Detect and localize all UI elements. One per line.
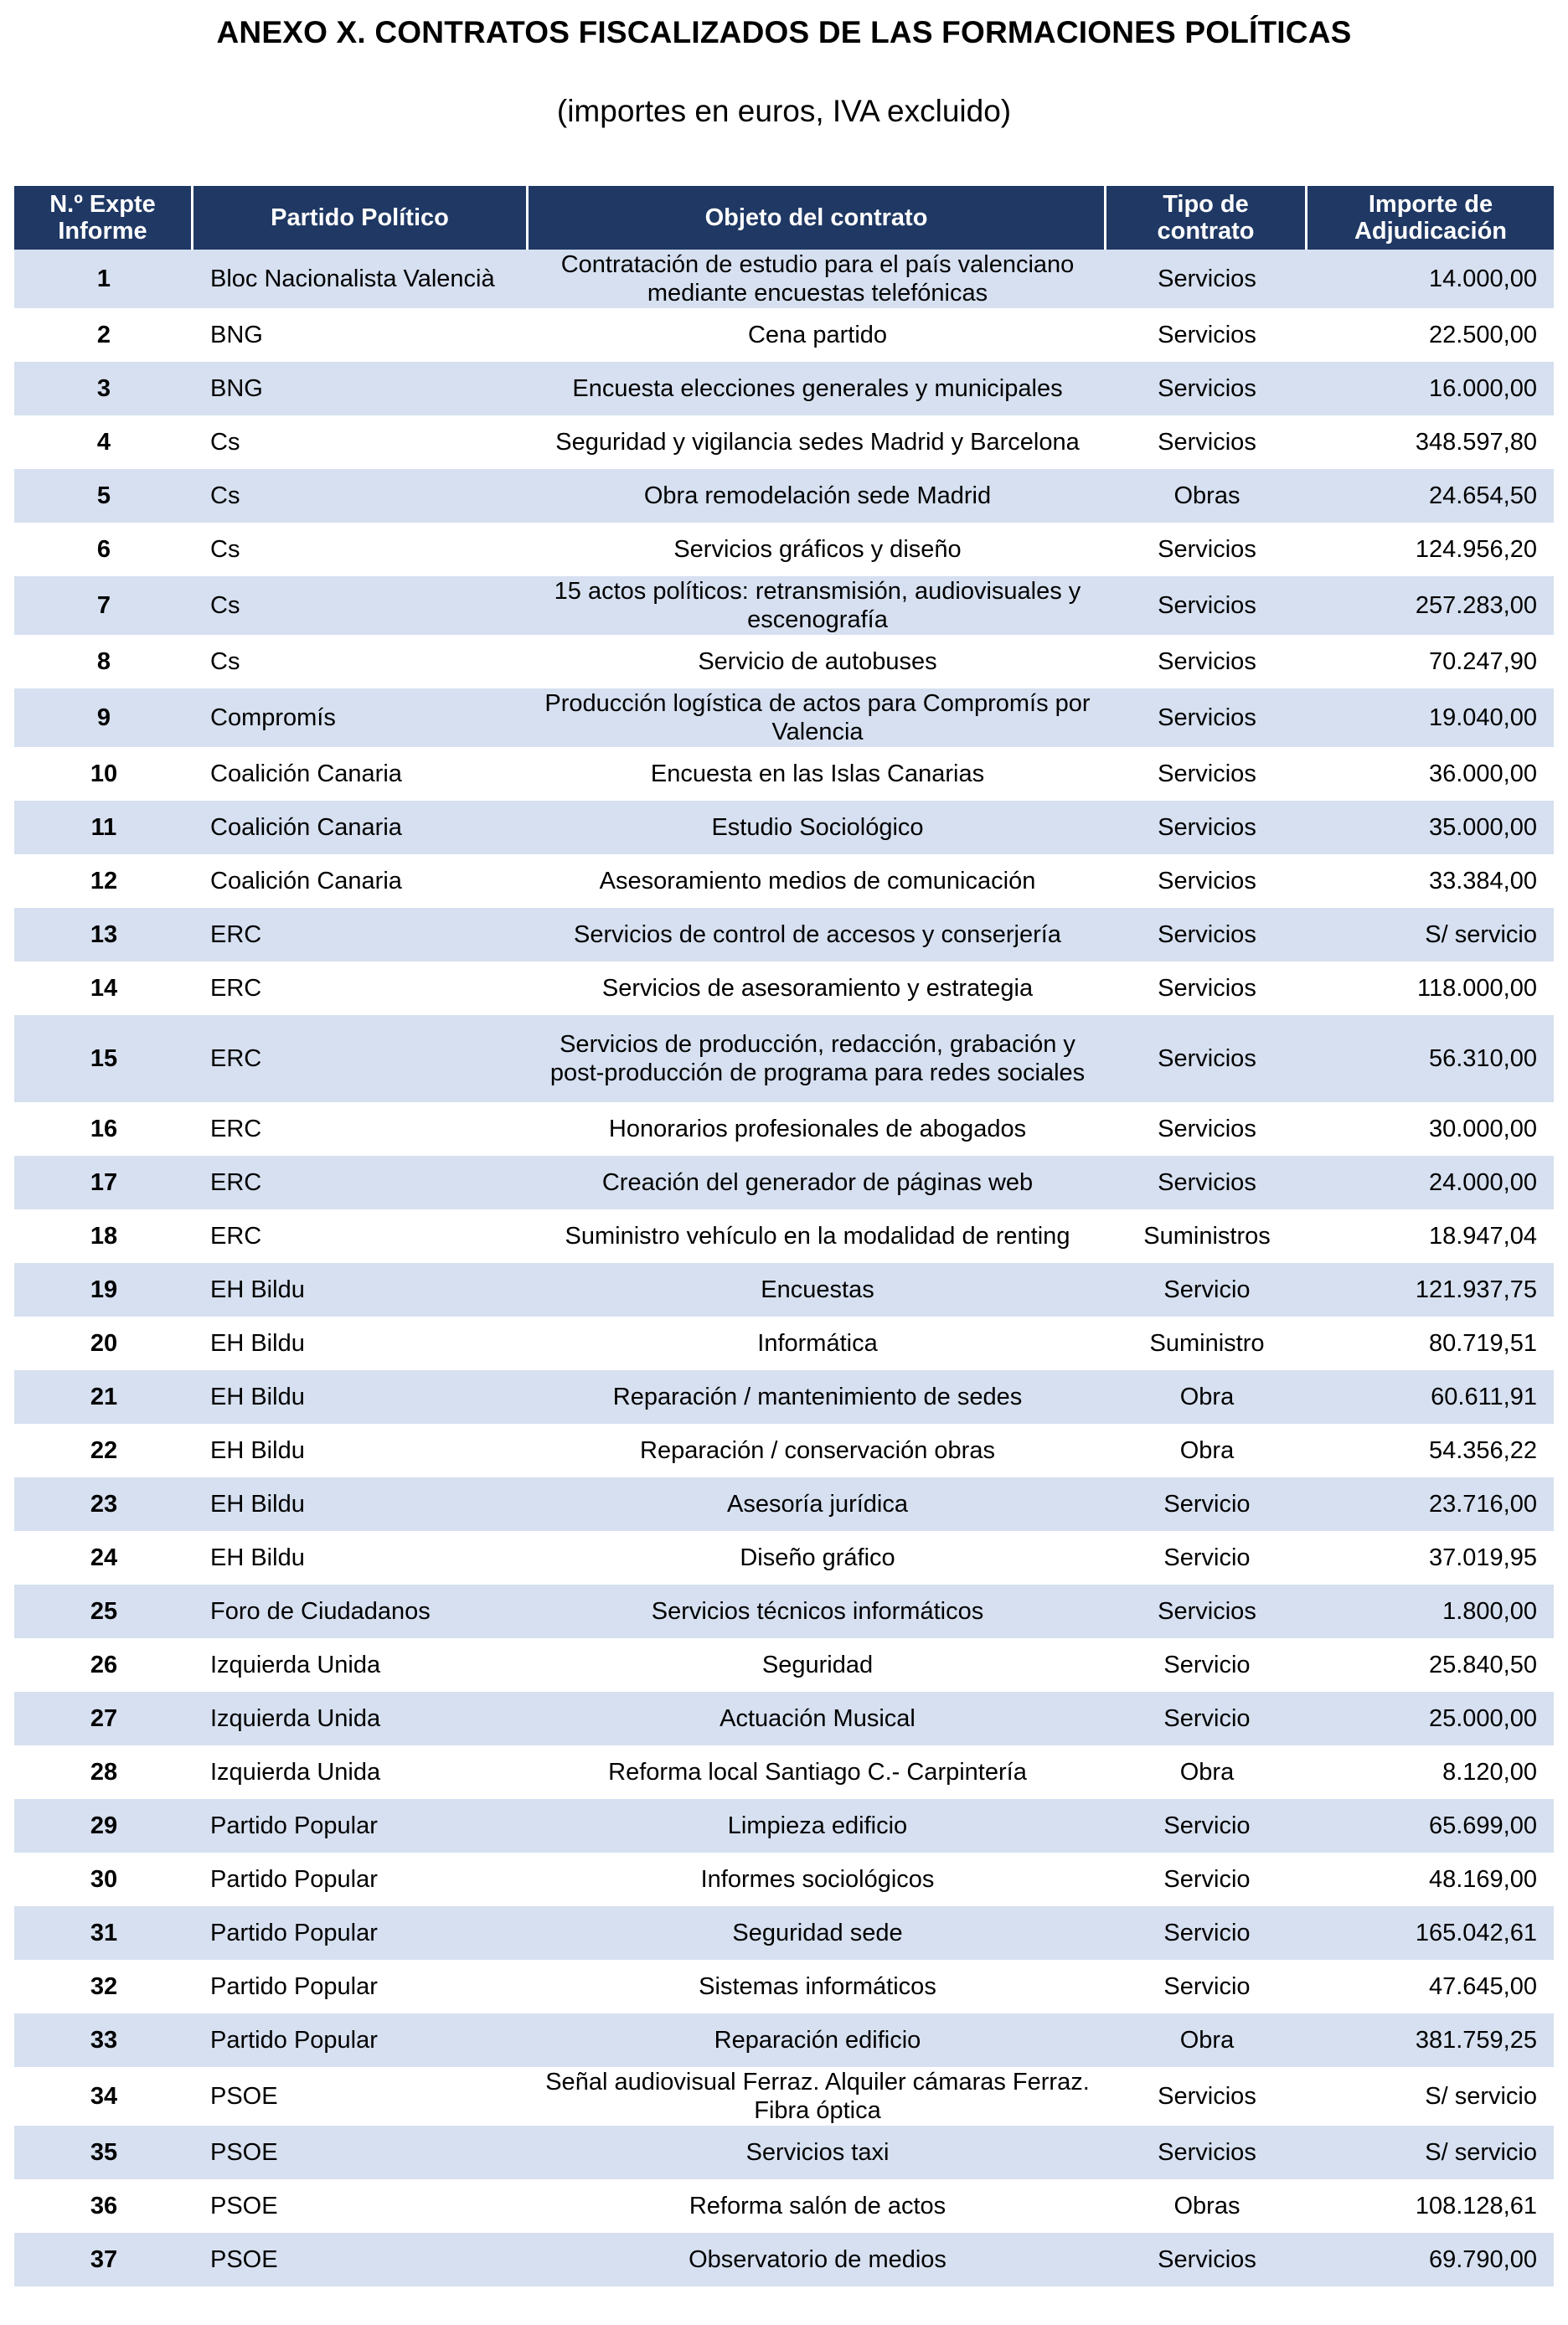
table-row xyxy=(14,523,1554,576)
award-amount: 36.000,00 xyxy=(1308,747,1554,801)
contract-object: Reparación / conservación obras xyxy=(529,1424,1106,1477)
row-number: 36 xyxy=(14,2179,193,2233)
party-name: Coalición Canaria xyxy=(193,801,529,854)
row-number: 15 xyxy=(14,1015,193,1102)
row-number: 6 xyxy=(14,523,193,576)
row-number: 31 xyxy=(14,1906,193,1960)
contract-object: Servicios de producción, redacción, grabación y post-producción de programa para redes sociales xyxy=(529,1015,1106,1102)
row-number: 14 xyxy=(14,961,193,1015)
contract-object: Reforma local Santiago C.- Carpintería xyxy=(529,1745,1106,1799)
contract-object: Producción logística de actos para Compromís por Valencia xyxy=(529,688,1106,747)
award-amount: 348.597,80 xyxy=(1308,415,1554,469)
row-number: 28 xyxy=(14,1745,193,1799)
row-number: 32 xyxy=(14,1960,193,2013)
award-amount: 80.719,51 xyxy=(1308,1317,1554,1370)
contract-type: Servicios xyxy=(1106,523,1308,576)
table-row xyxy=(14,1853,1554,1906)
contract-object: Servicios técnicos informáticos xyxy=(529,1585,1106,1638)
award-amount: 19.040,00 xyxy=(1308,688,1554,747)
row-number: 11 xyxy=(14,801,193,854)
contract-object: Servicio de autobuses xyxy=(529,635,1106,688)
table-row xyxy=(14,908,1554,961)
award-amount: 56.310,00 xyxy=(1308,1015,1554,1102)
party-name: PSOE xyxy=(193,2126,529,2179)
award-amount: 118.000,00 xyxy=(1308,961,1554,1015)
table-row xyxy=(14,1745,1554,1799)
row-number: 4 xyxy=(14,415,193,469)
party-name: PSOE xyxy=(193,2179,529,2233)
contract-type: Servicios xyxy=(1106,635,1308,688)
contract-type: Obra xyxy=(1106,2013,1308,2067)
table-row xyxy=(14,1209,1554,1263)
table-row xyxy=(14,961,1554,1015)
party-name: ERC xyxy=(193,1102,529,1156)
contract-object: Cena partido xyxy=(529,308,1106,362)
row-number: 26 xyxy=(14,1638,193,1692)
contract-type: Obra xyxy=(1106,1370,1308,1424)
table-row xyxy=(14,250,1554,308)
row-number: 7 xyxy=(14,576,193,635)
contract-object: Servicios gráficos y diseño xyxy=(529,523,1106,576)
award-amount: 124.956,20 xyxy=(1308,523,1554,576)
row-number: 10 xyxy=(14,747,193,801)
party-name: Partido Popular xyxy=(193,1906,529,1960)
contract-object: Suministro vehículo en la modalidad de renting xyxy=(529,1209,1106,1263)
contract-object: Estudio Sociológico xyxy=(529,801,1106,854)
header-amount: Importe de Adjudicación xyxy=(1308,186,1554,250)
party-name: Izquierda Unida xyxy=(193,1745,529,1799)
contract-type: Servicios xyxy=(1106,688,1308,747)
award-amount: 18.947,04 xyxy=(1308,1209,1554,1263)
party-name: Compromís xyxy=(193,688,529,747)
row-number: 22 xyxy=(14,1424,193,1477)
contract-object: Actuación Musical xyxy=(529,1692,1106,1745)
table-row xyxy=(14,2013,1554,2067)
table-row xyxy=(14,415,1554,469)
contract-object: Sistemas informáticos xyxy=(529,1960,1106,2013)
header-row xyxy=(14,186,1554,250)
contract-object: Diseño gráfico xyxy=(529,1531,1106,1585)
contract-type: Servicios xyxy=(1106,415,1308,469)
table-row xyxy=(14,1960,1554,2013)
party-name: BNG xyxy=(193,362,529,415)
contract-object: Asesoramiento medios de comunicación xyxy=(529,854,1106,908)
table-row xyxy=(14,635,1554,688)
party-name: EH Bildu xyxy=(193,1317,529,1370)
table-row xyxy=(14,1370,1554,1424)
page-title: ANEXO X. CONTRATOS FISCALIZADOS DE LAS FORMACIONES POLÍTICAS xyxy=(216,15,1352,49)
page-subtitle: (importes en euros, IVA excluido) xyxy=(556,94,1012,128)
award-amount: 70.247,90 xyxy=(1308,635,1554,688)
contract-object: 15 actos políticos: retransmisión, audiovisuales y escenografía xyxy=(529,576,1106,635)
party-name: Coalición Canaria xyxy=(193,747,529,801)
table-row xyxy=(14,1531,1554,1585)
party-name: ERC xyxy=(193,908,529,961)
contract-type: Servicio xyxy=(1106,1638,1308,1692)
contract-type: Obras xyxy=(1106,469,1308,523)
contract-type: Servicios xyxy=(1106,362,1308,415)
party-name: Cs xyxy=(193,415,529,469)
contract-object: Honorarios profesionales de abogados xyxy=(529,1102,1106,1156)
award-amount: 14.000,00 xyxy=(1308,250,1554,308)
party-name: Partido Popular xyxy=(193,1960,529,2013)
contract-type: Servicios xyxy=(1106,1585,1308,1638)
contract-type: Suministros xyxy=(1106,1209,1308,1263)
table-row xyxy=(14,1263,1554,1317)
party-name: Partido Popular xyxy=(193,1799,529,1853)
party-name: Partido Popular xyxy=(193,2013,529,2067)
contract-object: Señal audiovisual Ferraz. Alquiler cámaras Ferraz. Fibra óptica xyxy=(529,2067,1106,2126)
contract-type: Servicios xyxy=(1106,308,1308,362)
award-amount: S/ servicio xyxy=(1308,2126,1554,2179)
award-amount: 8.120,00 xyxy=(1308,1745,1554,1799)
row-number: 18 xyxy=(14,1209,193,1263)
table-row xyxy=(14,1156,1554,1209)
contract-type: Obra xyxy=(1106,1424,1308,1477)
table-body xyxy=(14,250,1554,2286)
contract-type: Servicios xyxy=(1106,250,1308,308)
contract-object: Encuesta en las Islas Canarias xyxy=(529,747,1106,801)
row-number: 1 xyxy=(14,250,193,308)
row-number: 13 xyxy=(14,908,193,961)
party-name: ERC xyxy=(193,1209,529,1263)
row-number: 23 xyxy=(14,1477,193,1531)
contract-type: Servicio xyxy=(1106,1531,1308,1585)
party-name: EH Bildu xyxy=(193,1263,529,1317)
party-name: EH Bildu xyxy=(193,1477,529,1531)
contract-type: Servicio xyxy=(1106,1477,1308,1531)
contract-type: Servicio xyxy=(1106,1692,1308,1745)
row-number: 9 xyxy=(14,688,193,747)
award-amount: S/ servicio xyxy=(1308,2067,1554,2126)
party-name: Izquierda Unida xyxy=(193,1692,529,1745)
party-name: ERC xyxy=(193,1156,529,1209)
contract-type: Servicio xyxy=(1106,1906,1308,1960)
award-amount: 24.000,00 xyxy=(1308,1156,1554,1209)
table-row xyxy=(14,1102,1554,1156)
contract-object: Encuestas xyxy=(529,1263,1106,1317)
award-amount: 16.000,00 xyxy=(1308,362,1554,415)
contract-type: Obras xyxy=(1106,2179,1308,2233)
contract-object: Informes sociológicos xyxy=(529,1853,1106,1906)
contract-type: Obra xyxy=(1106,1745,1308,1799)
table-row xyxy=(14,469,1554,523)
award-amount: 121.937,75 xyxy=(1308,1263,1554,1317)
table-row xyxy=(14,1906,1554,1960)
party-name: Cs xyxy=(193,523,529,576)
table-row xyxy=(14,362,1554,415)
party-name: EH Bildu xyxy=(193,1531,529,1585)
row-number: 25 xyxy=(14,1585,193,1638)
table-row xyxy=(14,2067,1554,2126)
row-number: 12 xyxy=(14,854,193,908)
contract-type: Servicios xyxy=(1106,2233,1308,2286)
contract-type: Servicios xyxy=(1106,854,1308,908)
contract-object: Seguridad sede xyxy=(529,1906,1106,1960)
contract-object: Reparación / mantenimiento de sedes xyxy=(529,1370,1106,1424)
header-type: Tipo de contrato xyxy=(1106,186,1308,250)
table-row xyxy=(14,1015,1554,1102)
table-row xyxy=(14,1799,1554,1853)
row-number: 27 xyxy=(14,1692,193,1745)
row-number: 8 xyxy=(14,635,193,688)
table-row xyxy=(14,801,1554,854)
table-row xyxy=(14,2233,1554,2286)
contract-object: Obra remodelación sede Madrid xyxy=(529,469,1106,523)
row-number: 29 xyxy=(14,1799,193,1853)
party-name: Partido Popular xyxy=(193,1853,529,1906)
contract-type: Servicio xyxy=(1106,1853,1308,1906)
table-row xyxy=(14,2179,1554,2233)
contract-object: Reparación edificio xyxy=(529,2013,1106,2067)
party-name: EH Bildu xyxy=(193,1370,529,1424)
award-amount: 108.128,61 xyxy=(1308,2179,1554,2233)
table-row xyxy=(14,1424,1554,1477)
row-number: 16 xyxy=(14,1102,193,1156)
table-row xyxy=(14,1585,1554,1638)
award-amount: 37.019,95 xyxy=(1308,1531,1554,1585)
contract-type: Servicio xyxy=(1106,1263,1308,1317)
table-row xyxy=(14,747,1554,801)
party-name: Cs xyxy=(193,576,529,635)
award-amount: 381.759,25 xyxy=(1308,2013,1554,2067)
award-amount: 33.384,00 xyxy=(1308,854,1554,908)
contracts-table xyxy=(14,186,1554,2286)
party-name: Foro de Ciudadanos xyxy=(193,1585,529,1638)
contract-type: Servicios xyxy=(1106,908,1308,961)
award-amount: 54.356,22 xyxy=(1308,1424,1554,1477)
row-number: 20 xyxy=(14,1317,193,1370)
contract-type: Servicios xyxy=(1106,1156,1308,1209)
row-number: 5 xyxy=(14,469,193,523)
contract-object: Servicios de control de accesos y conserjería xyxy=(529,908,1106,961)
contract-type: Servicios xyxy=(1106,576,1308,635)
award-amount: 25.000,00 xyxy=(1308,1692,1554,1745)
award-amount: 35.000,00 xyxy=(1308,801,1554,854)
award-amount: 25.840,50 xyxy=(1308,1638,1554,1692)
contract-object: Asesoría jurídica xyxy=(529,1477,1106,1531)
contract-object: Observatorio de medios xyxy=(529,2233,1106,2286)
award-amount: 48.169,00 xyxy=(1308,1853,1554,1906)
contract-object: Reforma salón de actos xyxy=(529,2179,1106,2233)
contract-type: Servicios xyxy=(1106,2126,1308,2179)
table-row xyxy=(14,576,1554,635)
contract-type: Servicio xyxy=(1106,1960,1308,2013)
contract-object: Seguridad y vigilancia sedes Madrid y Barcelona xyxy=(529,415,1106,469)
party-name: Bloc Nacionalista Valencià xyxy=(193,250,529,308)
header-object: Objeto del contrato xyxy=(529,186,1106,250)
award-amount: 165.042,61 xyxy=(1308,1906,1554,1960)
contract-object: Creación del generador de páginas web xyxy=(529,1156,1106,1209)
row-number: 30 xyxy=(14,1853,193,1906)
row-number: 33 xyxy=(14,2013,193,2067)
contract-type: Servicios xyxy=(1106,961,1308,1015)
contract-type: Suministro xyxy=(1106,1317,1308,1370)
table-row xyxy=(14,1638,1554,1692)
table-row xyxy=(14,854,1554,908)
party-name: PSOE xyxy=(193,2067,529,2126)
table-row xyxy=(14,1692,1554,1745)
party-name: EH Bildu xyxy=(193,1424,529,1477)
contract-type: Servicios xyxy=(1106,1102,1308,1156)
award-amount: 60.611,91 xyxy=(1308,1370,1554,1424)
party-name: Cs xyxy=(193,635,529,688)
contract-type: Servicios xyxy=(1106,747,1308,801)
award-amount: 23.716,00 xyxy=(1308,1477,1554,1531)
award-amount: 65.699,00 xyxy=(1308,1799,1554,1853)
award-amount: 22.500,00 xyxy=(1308,308,1554,362)
header-party: Partido Político xyxy=(193,186,529,250)
award-amount: 1.800,00 xyxy=(1308,1585,1554,1638)
award-amount: 257.283,00 xyxy=(1308,576,1554,635)
party-name: ERC xyxy=(193,1015,529,1102)
row-number: 2 xyxy=(14,308,193,362)
award-amount: S/ servicio xyxy=(1308,908,1554,961)
party-name: BNG xyxy=(193,308,529,362)
contract-object: Servicios de asesoramiento y estrategia xyxy=(529,961,1106,1015)
row-number: 24 xyxy=(14,1531,193,1585)
header-num: N.º Expte Informe xyxy=(14,186,193,250)
award-amount: 69.790,00 xyxy=(1308,2233,1554,2286)
party-name: ERC xyxy=(193,961,529,1015)
party-name: Cs xyxy=(193,469,529,523)
contract-object: Servicios taxi xyxy=(529,2126,1106,2179)
award-amount: 30.000,00 xyxy=(1308,1102,1554,1156)
party-name: Coalición Canaria xyxy=(193,854,529,908)
contract-type: Servicio xyxy=(1106,1799,1308,1853)
contract-object: Limpieza edificio xyxy=(529,1799,1106,1853)
table-row xyxy=(14,688,1554,747)
table-row xyxy=(14,308,1554,362)
table-row xyxy=(14,2126,1554,2179)
row-number: 17 xyxy=(14,1156,193,1209)
row-number: 35 xyxy=(14,2126,193,2179)
row-number: 3 xyxy=(14,362,193,415)
contract-object: Seguridad xyxy=(529,1638,1106,1692)
row-number: 37 xyxy=(14,2233,193,2286)
award-amount: 47.645,00 xyxy=(1308,1960,1554,2013)
party-name: Izquierda Unida xyxy=(193,1638,529,1692)
table-row xyxy=(14,1317,1554,1370)
award-amount: 24.654,50 xyxy=(1308,469,1554,523)
contract-object: Informática xyxy=(529,1317,1106,1370)
contract-object: Contratación de estudio para el país valenciano mediante encuestas telefónicas xyxy=(529,250,1106,308)
party-name: PSOE xyxy=(193,2233,529,2286)
table-row xyxy=(14,1477,1554,1531)
contract-type: Servicios xyxy=(1106,801,1308,854)
contract-object: Encuesta elecciones generales y municipales xyxy=(529,362,1106,415)
row-number: 19 xyxy=(14,1263,193,1317)
contract-type: Servicios xyxy=(1106,2067,1308,2126)
contract-type: Servicios xyxy=(1106,1015,1308,1102)
row-number: 34 xyxy=(14,2067,193,2126)
table-header xyxy=(14,186,1554,250)
row-number: 21 xyxy=(14,1370,193,1424)
